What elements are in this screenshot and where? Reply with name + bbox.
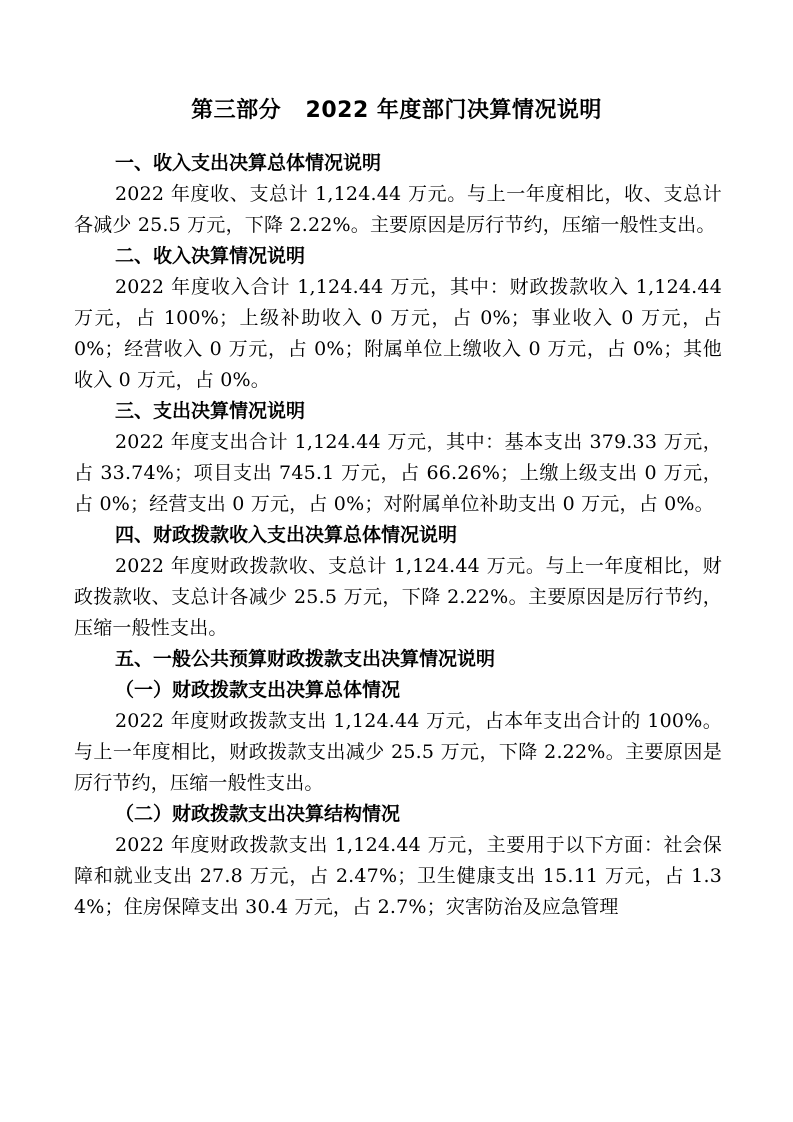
page-title: 第三部分 2022 年度部门决算情况说明 xyxy=(191,98,602,123)
section-heading: 四、财政拨款收入支出决算总体情况说明 xyxy=(115,524,458,546)
document-body xyxy=(74,148,722,923)
section-heading: 五、一般公共预算财政拨款支出决算情况说明 xyxy=(115,648,496,670)
section-paragraph: 2022 年度支出合计 1,124.44 万元，其中：基本支出 379.33 万元，占 33.74%；项目支出 745.1 万元，占 66.26%；上缴上级支出 0 万元，占 0%；经营支出 0 万元，占 0%；对附属单位补助支出 0 万元，占 0%。 xyxy=(74,431,722,515)
section-heading: 三、支出决算情况说明 xyxy=(115,400,306,422)
subsection-heading: （一）财政拨款支出决算总体情况 xyxy=(115,679,401,701)
section-heading: 二、收入决算情况说明 xyxy=(115,245,306,267)
section-paragraph: 2022 年度财政拨款支出 1,124.44 万元，占本年支出合计的 100%。与上一年度相比，财政拨款支出减少 25.5 万元，下降 2.22%。主要原因是厉行节约，压缩一般性支出。 xyxy=(74,710,722,794)
section-paragraph: 2022 年度收入合计 1,124.44 万元，其中：财政拨款收入 1,124.44 万元，占 100%；上级补助收入 0 万元，占 0%；事业收入 0 万元，占 0%；经营收入 0 万元，占 0%；附属单位上缴收入 0 万元，占 0%；其他收入 0 万元，占 0%。 xyxy=(74,276,722,391)
section-heading: 一、收入支出决算总体情况说明 xyxy=(115,152,382,174)
section-paragraph: 2022 年度财政拨款收、支总计 1,124.44 万元。与上一年度相比，财政拨款收、支总计各减少 25.5 万元，下降 2.22%。主要原因是厉行节约，压缩一般性支出。 xyxy=(74,555,722,639)
subsection-heading: （二）财政拨款支出决算结构情况 xyxy=(115,803,401,825)
section-paragraph: 2022 年度财政拨款支出 1,124.44 万元，主要用于以下方面：社会保障和就业支出 27.8 万元，占 2.47%；卫生健康支出 15.11 万元，占 1.34%；住房保障支出 30.4 万元，占 2.7%；灾害防治及应急管理 xyxy=(74,834,722,918)
section-paragraph: 2022 年度收、支总计 1,124.44 万元。与上一年度相比，收、支总计各减少 25.5 万元，下降 2.22%。主要原因是厉行节约，压缩一般性支出。 xyxy=(74,183,722,236)
